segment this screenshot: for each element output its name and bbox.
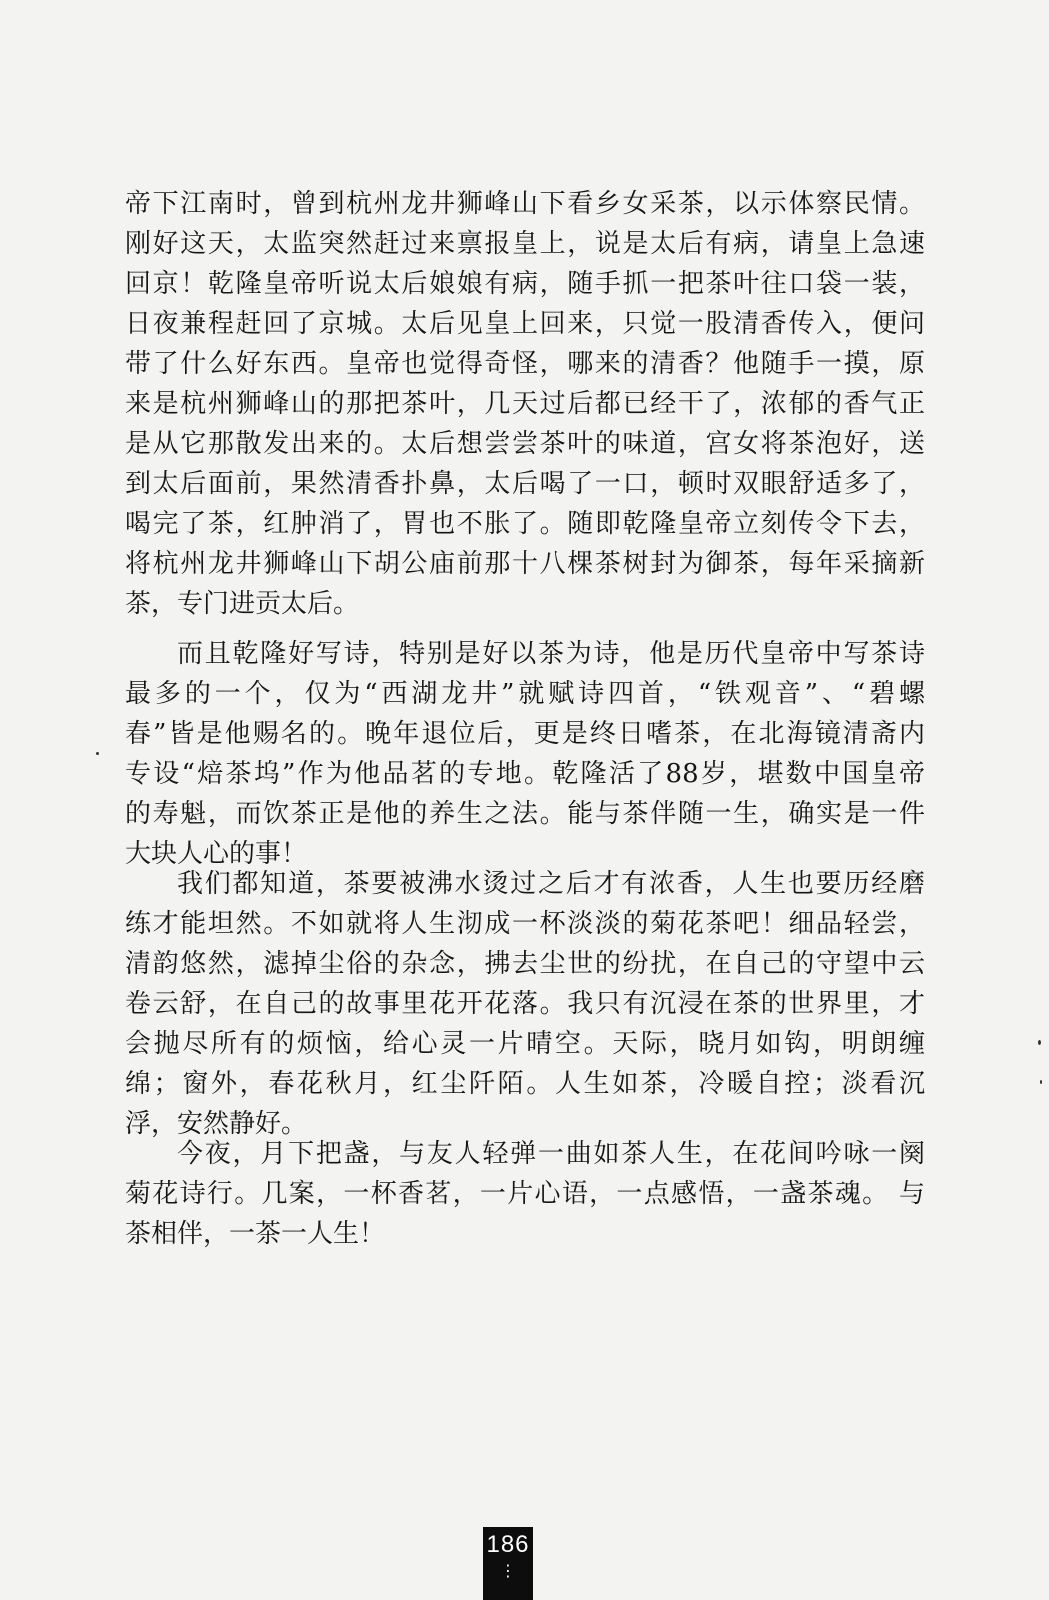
paragraph [125,864,925,1144]
text-line: 清韵悠然，滤掉尘俗的杂念，拂去尘世的纷扰，在自己的守望中云 [125,949,925,979]
scan-speck [96,752,99,755]
scan-speck [1038,1040,1041,1045]
text-line: 会抛尽所有的烦恼，给心灵一片晴空。天际，晓月如钩，明朗缠 [125,1029,925,1059]
text-line: 帝下江南时，曾到杭州龙井狮峰山下看乡女采茶，以示体察民情。 [125,189,925,219]
paragraph [125,1134,925,1254]
text-line: 茶相伴，一茶一人生！ [125,1219,386,1249]
text-line: 日夜兼程赶回了京城。太后见皇上回来，只觉一股清香传入，便问 [125,309,925,339]
text-line: 茶，专门进贡太后。 [125,589,360,619]
page-number: 186 [486,1531,530,1558]
text-line: 到太后面前，果然清香扑鼻，太后喝了一口，顿时双眼舒适多了， [125,469,925,499]
text-line: 是从它那散发出来的。太后想尝尝茶叶的味道，宫女将茶泡好，送 [125,429,925,459]
text-line: 今夜，月下把盏，与友人轻弹一曲如茶人生，在花间吟咏一阕 [177,1139,925,1169]
text-line: 春”皆是他赐名的。晚年退位后，更是终日嗜茶，在北海镜清斋内 [125,719,925,749]
text-line: 刚好这天，太监突然赶过来禀报皇上，说是太后有病，请皇上急速 [125,229,925,259]
text-line: 将杭州龙井狮峰山下胡公庙前那十八棵茶树封为御茶，每年采摘新 [125,549,925,579]
text-line: 来是杭州狮峰山的那把茶叶，几天过后都已经干了，浓郁的香气正 [125,389,925,419]
text-line: 的寿魁，而饮茶正是他的养生之法。能与茶伴随一生，确实是一件 [125,799,925,829]
text-line: 大块人心的事！ [125,839,308,869]
scan-speck [1040,1080,1042,1084]
text-line: 最多的一个，仅为“西湖龙井”就赋诗四首，“铁观音”、“碧螺 [125,679,925,709]
page-number-tab [483,1527,533,1600]
text-line: 练才能坦然。不如就将人生沏成一杯淡淡的菊花茶吧！细品轻尝， [125,909,925,939]
text-line: 带了什么好东西。皇帝也觉得奇怪，哪来的清香？他随手一摸，原 [125,349,925,379]
text-line: 我们都知道，茶要被沸水烫过之后才有浓香，人生也要历经磨 [177,869,925,899]
text-line: 菊花诗行。几案，一杯香茗，一片心语，一点感悟，一盏茶魂。 与 [125,1179,925,1209]
paragraph [125,634,925,874]
text-line: 专设“焙茶坞”作为他品茗的专地。乾隆活了88岁，堪数中国皇帝 [125,759,925,789]
text-line: 回京！乾隆皇帝听说太后娘娘有病，随手抓一把茶叶往口袋一装， [125,269,925,299]
text-line: 而且乾隆好写诗，特别是好以茶为诗，他是历代皇帝中写茶诗 [177,639,925,669]
text-line: 喝完了茶，红肿消了，胃也不胀了。随即乾隆皇帝立刻传令下去， [125,509,925,539]
page-number-dots: ⋮ [500,1561,516,1580]
text-line: 卷云舒，在自己的故事里花开花落。我只有沉浸在茶的世界里，才 [125,989,925,1019]
paragraph [125,184,925,624]
text-line: 绵；窗外，春花秋月，红尘阡陌。人生如茶，冷暖自控；淡看沉 [125,1069,925,1099]
text-line: 浮，安然静好。 [125,1109,308,1139]
